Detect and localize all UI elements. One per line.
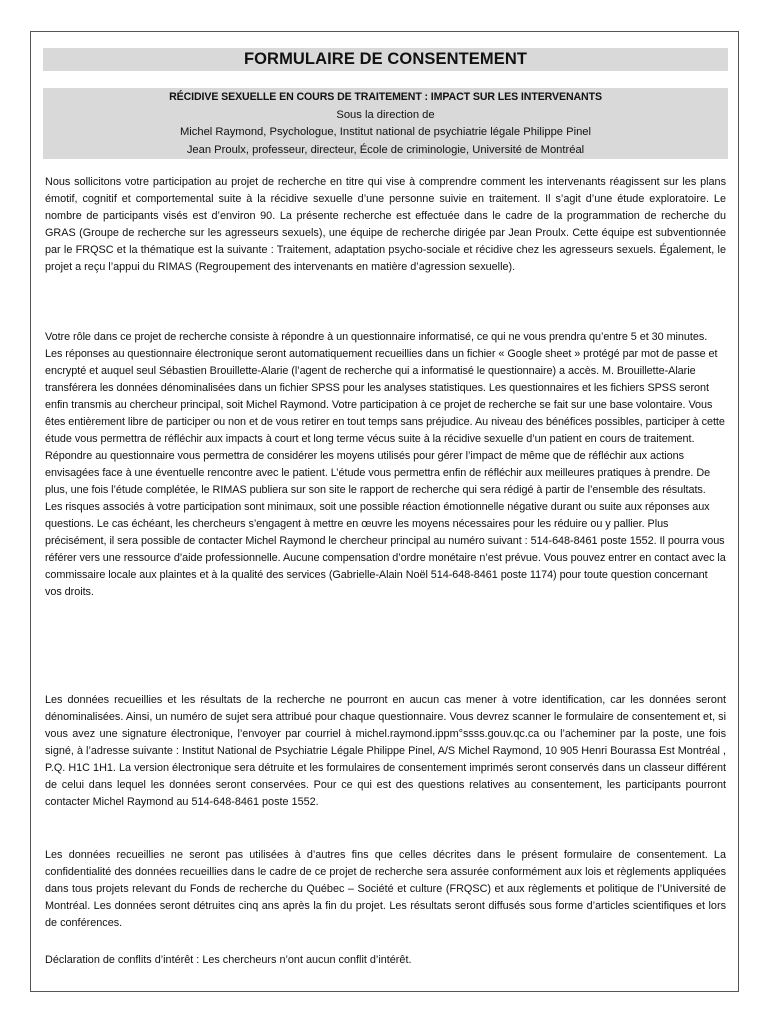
conflicts-declaration: Déclaration de conflits d’intérêt : Les chercheurs n’ont aucun conflit d’intérêt.: [45, 954, 412, 966]
form-title: FORMULAIRE DE CONSENTEMENT: [43, 48, 728, 71]
study-title: RÉCIDIVE SEXUELLE EN COURS DE TRAITEMENT : IMPACT SUR LES INTERVENANTS: [169, 91, 602, 103]
director-1: Michel Raymond, Psychologue, Institut national de psychiatrie légale Philippe Pinel: [179, 126, 592, 138]
director-2: Jean Proulx, professeur, directeur, École de criminologie, Université de Montréal: [186, 143, 585, 156]
role-paragraph: Votre rôle dans ce projet de recherche consiste à répondre à un questionnaire informatisé, ce qui ne vous prendra qu’entre 5 et 30 minutes. Les réponses au questionnaire électronique seront automatiquement recueillies dans un fichier « Google sheet » protégé par mot de passe et encrypté et auquel seul Sébastien Brouillette-Alarie (l’agent de recherche qui a informatisé le questionnaire) a accès. M. Brouillette-Alarie transférera les données dénominalisées dans un fichier SPSS pour les analyses statistiques. Les questionnaires et les fichiers SPSS seront enfin transmis au chercheur principal, soit Michel Raymond. Votre participation à ce projet de recherche se fait sur une base volontaire. Vous êtes entièrement libre de participer ou non et de vous retirer en tout temps sans préjudice. Au niveau des bénéfices possibles, participer à cette étude vous permettra de réfléchir aux impacts à court et long terme vécus suite à la récidive sexuelle d’un patient en cours de traitement. Répondre au questionnaire vous permettra de considérer les moyens utilisés pour gérer l’impact de même que de réfléchir aux actions envisagées face à une éventuelle rencontre avec le patient. L’étude vous permettra enfin de réfléchir aux meilleures pratiques à prendre. De plus, une fois l’étude complétée, le RIMAS publiera sur son site le rapport de recherche qui sera rédigé à partir de l’ensemble des résultats. Les risques associés à votre participation sont minimaux, soit une possible réaction émotionnelle négative durant ou suite aux réponses aux questions. Le cas échéant, les chercheurs s’engagent à mettre en œuvre les moyens nécessaires pour les réduire ou y pallier. Plus précisément, il sera possible de contacter Michel Raymond le chercheur principal au numéro suivant : 514-648-8461 poste 1552. Il pourra vous référer vers une ressource d’aide professionnelle. Aucune compensation d’ordre monétaire n’est prévue. Vous pouvez entrer en contact avec la commissaire locale aux plaintes et à la qualité des services (Gabrielle-Alain Noël 514-648-8461 poste 1174) pour toute question concernant vos droits.: [45, 331, 726, 598]
data-use-paragraph: Les données recueillies ne seront pas utilisées à d’autres fins que celles décrites dans le présent formulaire de consentement. La confidentialité des données recueillies dans le cadre de ce projet de recherche sera assurée conformément aux lois et règlements appliquées dans tous projets relevant du Fonds de recherche du Québec – Société et culture (FRQSC) et aux règlements et politique de l’Université de Montréal. Les données seront détruites cinq ans après la fin du projet. Les résultats seront diffusés sous forme d’articles scientifiques et lors de conférences.: [45, 849, 726, 929]
study-header: [43, 88, 728, 159]
intro-paragraph: Nous sollicitons votre participation au projet de recherche en titre qui vise à comprendre comment les intervenants réagissent sur les plans émotif, cognitif et comportemental suite à la récidive sexuelle d’une personne suivie en traitement. Il s’agit d’une étude exploratoire. Le nombre de participants visés est d’environ 90. La présente recherche est effectuée dans le cadre de la programmation de recherche du GRAS (Groupe de recherche sur les agresseurs sexuels), une équipe de recherche dirigée par Jean Proulx. Cette équipe est subventionnée par le FRQSC et la thématique est la suivante : Traitement, adaptation psycho-sociale et récidive chez les agresseurs sexuels. Également, le projet a reçu l’appui du RIMAS (Regroupement des intervenants en matière d’agression sexuelle).: [45, 176, 726, 273]
direction-label: Sous la direction de: [336, 108, 435, 121]
confidentiality-paragraph: Les données recueillies et les résultats de la recherche ne pourront en aucun cas mener à votre identification, car les données seront dénominalisées. Ainsi, un numéro de sujet sera attribué pour chaque questionnaire. Vous devrez scanner le formulaire de consentement et, si vous avez une signature électronique, l’envoyer par courriel à michel.raymond.ippm°ssss.gouv.qc.ca ou l’acheminer par la poste, une fois signé, à l’adresse suivante : Institut National de Psychiatrie Légale Philippe Pinel, A/S Michel Raymond, 10 905 Henri Bourassa Est Montréal , P.Q. H1C 1H1. La version électronique sera détruite et les formulaires de consentement imprimés seront conservés dans un classeur différent de celui dans lequel les données seront conservées. Pour ce qui est des questions relatives au consentement, les participants pourront contacter Michel Raymond au 514-648-8461 poste 1552.: [45, 694, 726, 808]
